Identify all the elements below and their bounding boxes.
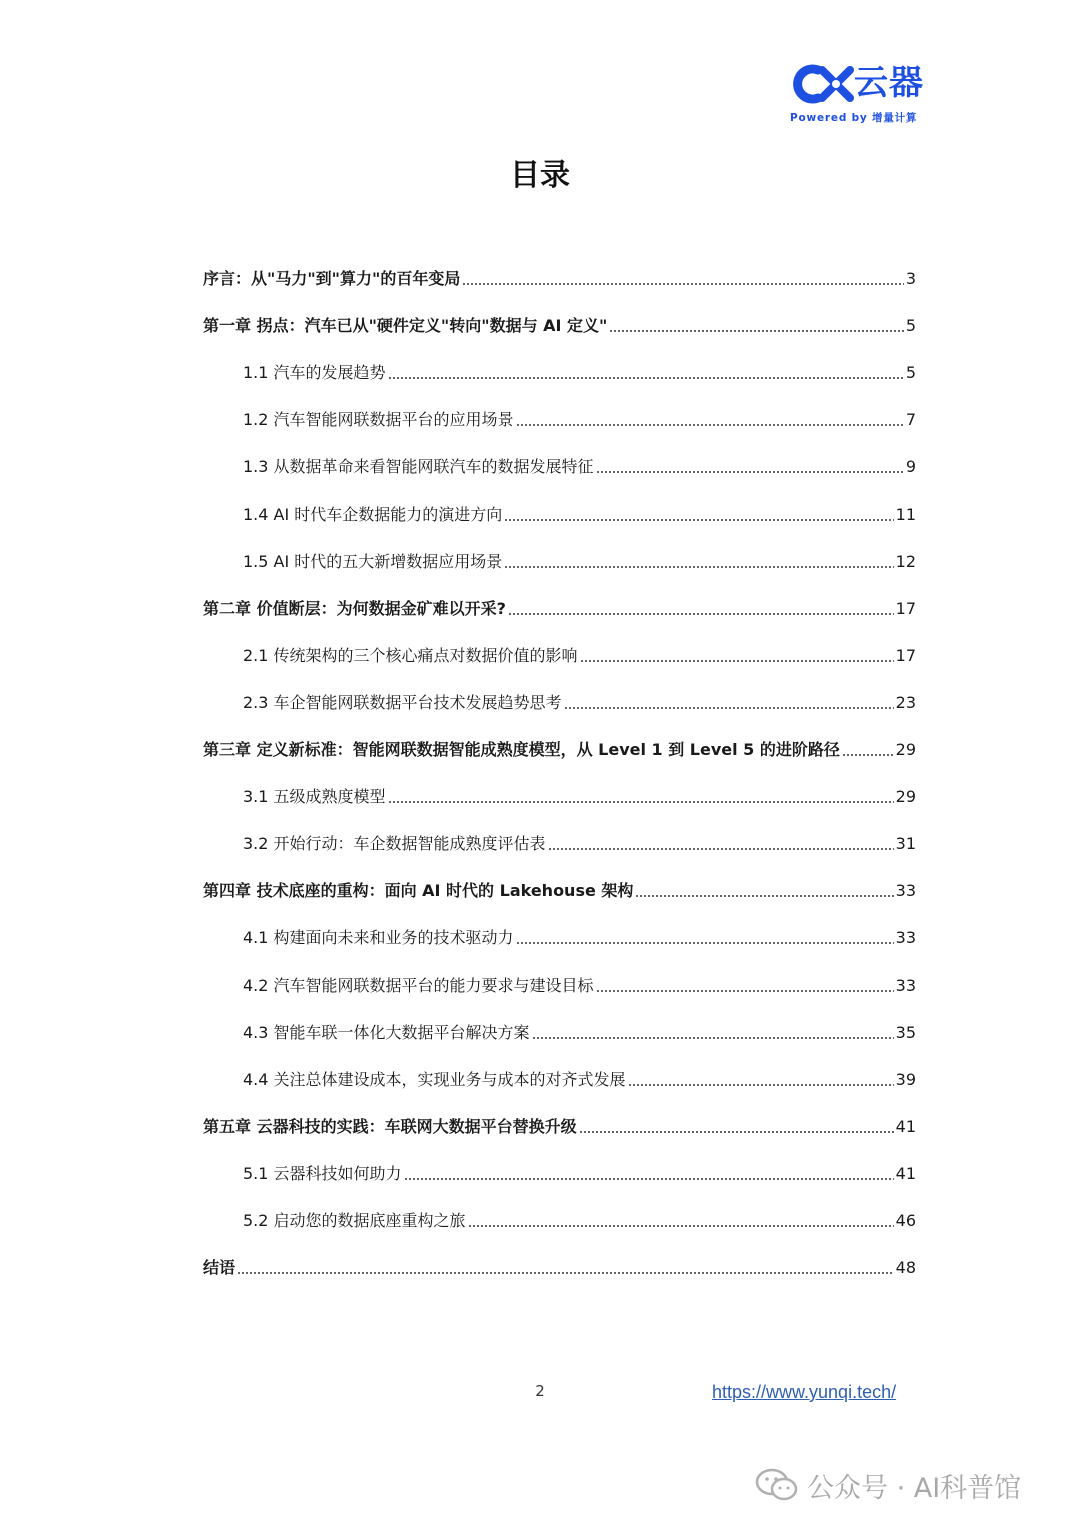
toc-entry-title: 结语 (203, 1258, 236, 1277)
toc-page-number: 3 (905, 269, 916, 288)
toc-entry-title: 3.2 开始行动：车企数据智能成熟度评估表 (243, 834, 546, 853)
toc-dot-leader (580, 660, 894, 662)
toc-section-entry[interactable] (203, 786, 916, 808)
brand-name: 云器 (854, 63, 924, 103)
toc-section-entry[interactable] (203, 975, 916, 997)
toc-page-number: 31 (895, 834, 916, 853)
toc-dot-leader (508, 613, 894, 615)
toc-dot-leader (596, 990, 894, 992)
toc-section-entry[interactable] (203, 927, 916, 949)
toc-page-number: 41 (895, 1117, 916, 1136)
toc-page-number: 39 (895, 1070, 916, 1089)
toc-page-number: 17 (895, 646, 916, 665)
toc-section-entry[interactable] (203, 456, 916, 478)
toc-entry-title: 第四章 技术底座的重构：面向 AI 时代的 Lakehouse 架构 (203, 881, 634, 900)
toc-dot-leader (532, 1037, 894, 1039)
toc-page-number: 17 (895, 599, 916, 618)
toc-dot-leader (504, 566, 893, 568)
toc-section-entry[interactable] (203, 551, 916, 573)
yunqi-logo-icon (788, 64, 854, 104)
wechat-icon (755, 1467, 799, 1503)
toc-section-entry[interactable] (203, 409, 916, 431)
toc-dot-leader (516, 424, 904, 426)
toc-page-number: 5 (905, 316, 916, 335)
toc-section-entry[interactable] (203, 504, 916, 526)
toc-entry-title: 2.1 传统架构的三个核心痛点对数据价值的影响 (243, 646, 578, 665)
toc-section-entry[interactable] (203, 1210, 916, 1232)
toc-page-number: 46 (895, 1211, 916, 1230)
page-number: 2 (535, 1382, 545, 1400)
toc-chapter-entry[interactable] (203, 880, 916, 902)
toc-dot-leader (548, 848, 894, 850)
toc-entry-title: 3.1 五级成熟度模型 (243, 787, 386, 806)
toc-section-entry[interactable] (203, 1069, 916, 1091)
toc-dot-leader (842, 754, 894, 756)
toc-page-number: 9 (905, 457, 916, 476)
toc-page-number: 11 (895, 505, 916, 524)
toc-entry-title: 第三章 定义新标准：智能网联数据智能成熟度模型，从 Level 1 到 Level 5 的进阶路径 (203, 740, 840, 759)
toc-page-number: 7 (905, 410, 916, 429)
toc-dot-leader (579, 1131, 894, 1133)
toc-dot-leader (468, 1225, 894, 1227)
toc-entry-title: 1.5 AI 时代的五大新增数据应用场景 (243, 552, 503, 571)
toc-dot-leader (237, 1272, 894, 1274)
toc-page-number: 33 (895, 881, 916, 900)
toc-dot-leader (609, 330, 903, 332)
toc-entry-title: 第二章 价值断层：为何数据金矿难以开采? (203, 599, 506, 618)
toc-chapter-entry[interactable] (203, 1116, 916, 1138)
toc-entry-title: 4.2 汽车智能网联数据平台的能力要求与建设目标 (243, 976, 594, 995)
toc-chapter-entry[interactable] (203, 268, 916, 290)
toc-dot-leader (628, 1084, 894, 1086)
toc-page-number: 23 (895, 693, 916, 712)
toc-dot-leader (564, 707, 894, 709)
toc-page-number: 29 (895, 787, 916, 806)
toc-section-entry[interactable] (203, 645, 916, 667)
toc-dot-leader (516, 942, 894, 944)
toc-entry-title: 4.4 关注总体建设成本，实现业务与成本的对齐式发展 (243, 1070, 626, 1089)
toc-entry-title: 1.2 汽车智能网联数据平台的应用场景 (243, 410, 514, 429)
toc-dot-leader (404, 1178, 894, 1180)
toc-entry-title: 1.1 汽车的发展趋势 (243, 363, 386, 382)
toc-page-number: 35 (895, 1023, 916, 1042)
toc-entry-title: 4.3 智能车联一体化大数据平台解决方案 (243, 1023, 530, 1042)
toc-entry-title: 5.1 云器科技如何助力 (243, 1164, 402, 1183)
toc-chapter-entry[interactable] (203, 598, 916, 620)
toc-entry-title: 1.4 AI 时代车企数据能力的演进方向 (243, 505, 503, 524)
toc-page-number: 41 (895, 1164, 916, 1183)
toc-entry-title: 2.3 车企智能网联数据平台技术发展趋势思考 (243, 693, 562, 712)
toc-dot-leader (635, 895, 893, 897)
toc-page-number: 5 (905, 363, 916, 382)
toc-entry-title: 5.2 启动您的数据底座重构之旅 (243, 1211, 466, 1230)
toc-section-entry[interactable] (203, 692, 916, 714)
toc-section-entry[interactable] (203, 1022, 916, 1044)
toc-entry-title: 序言：从"马力"到"算力"的百年变局 (203, 269, 461, 288)
toc-page-number: 12 (895, 552, 916, 571)
toc-entry-title: 第五章 云器科技的实践：车联网大数据平台替换升级 (203, 1117, 577, 1136)
watermark (755, 1465, 1021, 1505)
toc-section-entry[interactable] (203, 362, 916, 384)
toc-dot-leader (388, 801, 894, 803)
watermark-text: 公众号 · AI科普馆 (807, 1472, 1022, 1504)
toc-dot-leader (596, 471, 904, 473)
brand-logo (786, 60, 926, 130)
toc-page-number: 33 (895, 976, 916, 995)
toc-dot-leader (504, 519, 893, 521)
toc-dot-leader (462, 283, 903, 285)
toc-entry-title: 第一章 拐点：汽车已从"硬件定义"转向"数据与 AI 定义" (203, 316, 608, 335)
toc-page-number: 48 (895, 1258, 916, 1277)
toc-page-number: 33 (895, 928, 916, 947)
toc-dot-leader (388, 377, 904, 379)
toc-chapter-entry[interactable] (203, 1257, 916, 1279)
toc-section-entry[interactable] (203, 1163, 916, 1185)
toc-section-entry[interactable] (203, 833, 916, 855)
toc-chapter-entry[interactable] (203, 315, 916, 337)
website-link[interactable]: https://www.yunqi.tech/ (712, 1382, 897, 1402)
page-title: 目录 (510, 158, 570, 193)
toc-chapter-entry[interactable] (203, 739, 916, 761)
toc-entry-title: 4.1 构建面向未来和业务的技术驱动力 (243, 928, 514, 947)
toc-page-number: 29 (895, 740, 916, 759)
toc-entry-title: 1.3 从数据革命来看智能网联汽车的数据发展特征 (243, 457, 594, 476)
brand-powered-by: Powered by 增量计算 (790, 112, 918, 124)
